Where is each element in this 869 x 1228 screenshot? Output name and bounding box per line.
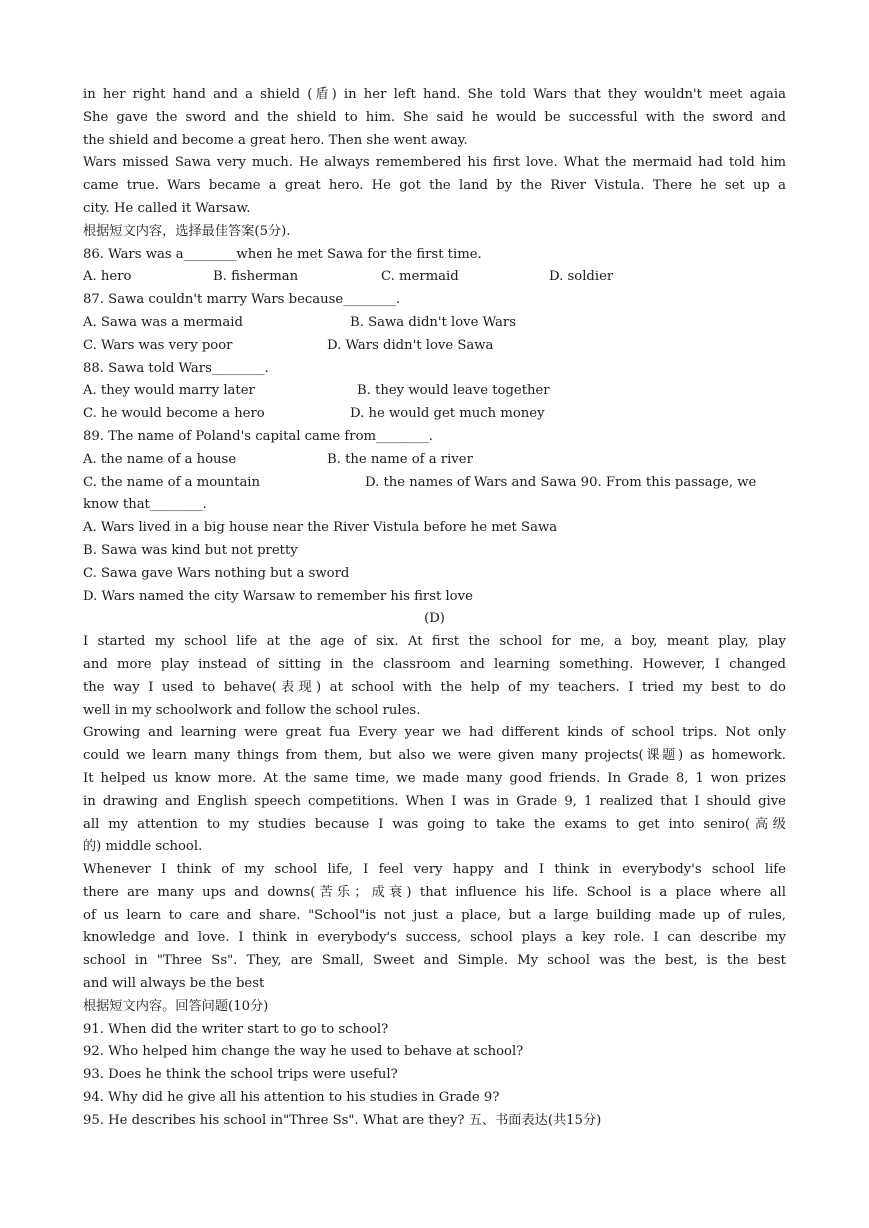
- option: D. Wars named the city Warsaw to remember his first love: [83, 588, 473, 604]
- question-stem: 89. The name of Poland's capital came from________.: [83, 428, 433, 444]
- option: A. Wars lived in a big house near the River Vistula before he met Sawa: [83, 520, 558, 536]
- option: B. they would leave together: [357, 383, 550, 399]
- passage-line: She gave the sword and the shield to him. She said he would be successful with the sword and: [83, 109, 786, 125]
- option-row: [83, 380, 786, 403]
- passage-line: of us learn to care and share. "School"is not just a place, but a large building made up of rules,: [83, 907, 786, 923]
- passage-d: [83, 631, 786, 996]
- passage-line: Wars missed Sawa very much. He always remembered his first love. What the mermaid had told him: [83, 155, 786, 171]
- passage-line: came true. Wars became a great hero. He got the land by the River Vistula. There he set up a: [83, 178, 786, 194]
- option: D. he would get much money: [350, 406, 545, 422]
- question: 92. Who helped him change the way he used to behave at school?: [83, 1044, 524, 1060]
- passage-line: and will always be the best: [83, 976, 265, 992]
- passage-line: and more play instead of sitting in the classroom and learning something. However, I changed: [83, 656, 786, 672]
- option: A. Sawa was a mermaid: [83, 314, 243, 330]
- question: 95. He describes his school in"Three Ss". What are they? 五、书面表达(共15分): [83, 1112, 602, 1128]
- option-row: [83, 403, 786, 426]
- passage-line: well in my schoolwork and follow the school rules.: [83, 702, 421, 718]
- option-row: [83, 312, 786, 335]
- question-stem: 87. Sawa couldn't marry Wars because________.: [83, 292, 401, 308]
- passage-line: in her right hand and a shield (盾) in her left hand. She told Wars that they wouldn't meet agaia: [83, 87, 786, 102]
- option: A. they would marry later: [83, 383, 255, 399]
- passage-line: Growing and learning were great fua Every year we had different kinds of school trips. Not only: [83, 725, 786, 741]
- question-stem: know that________.: [83, 497, 207, 513]
- section-instruction: 根据短文内容。回答问题(10分): [83, 998, 269, 1014]
- passage-line: the shield and become a great hero. Then she went away.: [83, 132, 468, 148]
- passage-line: 的) middle school.: [83, 839, 203, 855]
- exam-page: [83, 84, 786, 1133]
- option-row: [83, 449, 786, 472]
- passage-line: all my attention to my studies because I was going to take the exams to get into seniro(高级: [83, 816, 786, 832]
- passage-line: knowledge and love. I think in everybody's success, school plays a key role. I can describe my: [83, 930, 786, 946]
- question-stem: 88. Sawa told Wars________.: [83, 360, 269, 376]
- section-instruction: 根据短文内容，选择最佳答案(5分).: [83, 223, 291, 239]
- option: C. mermaid: [381, 269, 459, 285]
- passage-line: could we learn many things from them, but also we were given many projects(课题) as homework.: [83, 748, 786, 764]
- passage-line: city. He called it Warsaw.: [83, 200, 251, 216]
- question: 94. Why did he give all his attention to his studies in Grade 9?: [83, 1090, 500, 1106]
- question: 93. Does he think the school trips were useful?: [83, 1067, 398, 1083]
- passage-line: school in "Three Ss". They, are Small, Sweet and Simple. My school was the best, is the best: [83, 953, 786, 969]
- passage-line: Whenever I think of my school life, I feel very happy and I think in everybody's school life: [83, 862, 786, 878]
- question: 91. When did the writer start to go to school?: [83, 1021, 389, 1037]
- option-row: [83, 472, 786, 495]
- option: D. Wars didn't love Sawa: [327, 337, 494, 353]
- option-row: [83, 266, 786, 289]
- option: A. hero: [83, 269, 132, 285]
- passage-line: I started my school life at the age of six. At first the school for me, a boy, meant play, play: [83, 634, 786, 650]
- passage-line: the way I used to behave(表现) at school with the help of my teachers. I tried my best to do: [83, 679, 786, 695]
- option: C. Sawa gave Wars nothing but a sword: [83, 565, 350, 581]
- option: B. the name of a river: [327, 451, 473, 467]
- option: D. the names of Wars and Sawa 90. From this passage, we: [365, 474, 757, 490]
- passage-c: [83, 84, 786, 221]
- passage-line: in drawing and English speech competitions. When I was in Grade 9, 1 realized that I should give: [83, 793, 786, 809]
- passage-line: It helped us know more. At the same time, we made many good friends. In Grade 8, 1 won prizes: [83, 770, 786, 786]
- option: C. he would become a hero: [83, 406, 265, 422]
- option-row: [83, 335, 786, 358]
- option: C. Wars was very poor: [83, 337, 233, 353]
- passage-line: there are many ups and downs(苦乐；成衰) that influence his life. School is a place where all: [83, 884, 786, 900]
- option: B. Sawa was kind but not pretty: [83, 542, 298, 558]
- question-stem: 86. Wars was a________when he met Sawa for the first time.: [83, 246, 482, 262]
- option: B. Sawa didn't love Wars: [350, 314, 516, 330]
- option: B. fisherman: [213, 269, 299, 285]
- passage-heading: (D): [424, 611, 445, 627]
- option: C. the name of a mountain: [83, 474, 261, 490]
- option: D. soldier: [549, 269, 614, 285]
- option: A. the name of a house: [83, 451, 237, 467]
